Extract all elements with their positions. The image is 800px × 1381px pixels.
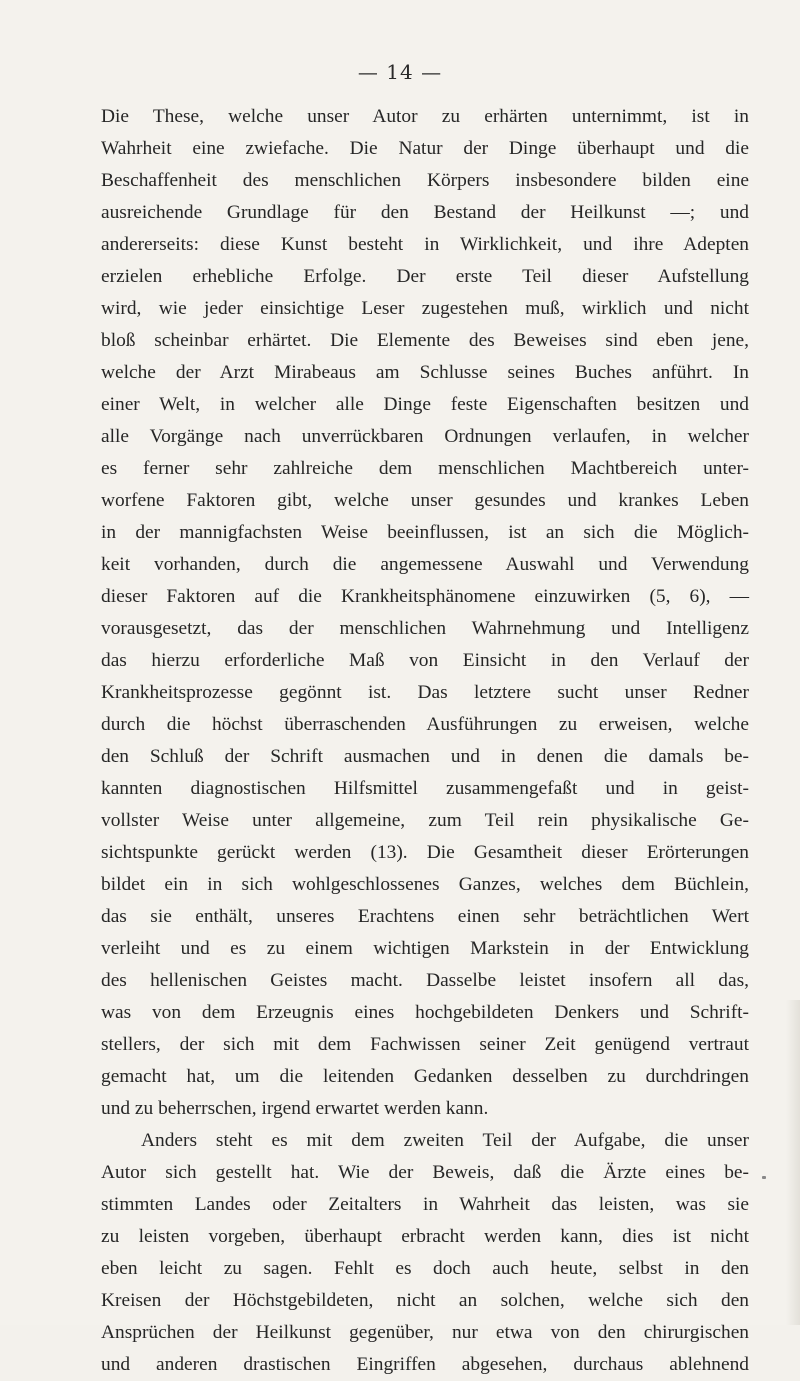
text-line: Wahrheit eine zwiefache. Die Natur der Dinge überhaupt und die	[101, 138, 749, 159]
text-line: wird, wie jeder einsichtige Leser zugestehen muß, wirklich und nicht	[101, 298, 749, 319]
text-line: was von dem Erzeugnis eines hochgebildeten Denkers und Schrift-	[101, 1002, 749, 1023]
text-line: vorausgesetzt, das der menschlichen Wahrnehmung und Intelligenz	[101, 618, 749, 639]
text-line: keit vorhanden, durch die angemessene Auswahl und Verwendung	[101, 554, 749, 575]
paragraph-1	[101, 101, 749, 1125]
text-line: und anderen drastischen Eingriffen abgesehen, durchaus ablehnend	[101, 1354, 749, 1375]
text-line: in der mannigfachsten Weise beeinflussen, ist an sich die Möglich-	[101, 522, 749, 543]
page-number: — 14 —	[357, 60, 443, 84]
text-line: den Schluß der Schrift ausmachen und in denen die damals be-	[101, 746, 749, 767]
text-line: des hellenischen Geistes macht. Dasselbe leistet insofern all das,	[101, 970, 749, 991]
text-line: durch die höchst überraschenden Ausführungen zu erweisen, welche	[101, 714, 749, 735]
text-line: eben leicht zu sagen. Fehlt es doch auch heute, selbst in den	[101, 1258, 749, 1279]
text-line: alle Vorgänge nach unverrückbaren Ordnungen verlaufen, in welcher	[101, 426, 749, 447]
text-line: einer Welt, in welcher alle Dinge feste Eigenschaften besitzen und	[101, 394, 749, 415]
text-line: verleiht und es zu einem wichtigen Markstein in der Entwicklung	[101, 938, 749, 959]
text-line: Kreisen der Höchstgebildeten, nicht an solchen, welche sich den	[101, 1290, 749, 1311]
text-line: dieser Faktoren auf die Krankheitsphänomene einzuwirken (5, 6), —	[101, 586, 749, 607]
text-line: stellers, der sich mit dem Fachwissen seiner Zeit genügend vertraut	[101, 1034, 749, 1055]
text-line: Krankheitsprozesse gegönnt ist. Das letztere sucht unser Redner	[101, 682, 749, 703]
text-line: bloß scheinbar erhärtet. Die Elemente des Beweises sind eben jene,	[101, 330, 749, 351]
paragraph-2	[101, 1125, 749, 1381]
text-line: Die These, welche unser Autor zu erhärten unternimmt, ist in	[101, 106, 749, 127]
text-line: sichtspunkte gerückt werden (13). Die Gesamtheit dieser Erörterungen	[101, 842, 749, 863]
body-text	[101, 101, 749, 1381]
text-line: Autor sich gestellt hat. Wie der Beweis, daß die Ärzte eines be-	[101, 1162, 749, 1183]
text-line: bildet ein in sich wohlgeschlossenes Ganzes, welches dem Büchlein,	[101, 874, 749, 895]
text-line: kannten diagnostischen Hilfsmittel zusammengefaßt und in geist-	[101, 778, 749, 799]
text-line: welche der Arzt Mirabeaus am Schlusse seines Buches anführt. In	[101, 362, 749, 383]
text-line: Anders steht es mit dem zweiten Teil der Aufgabe, die unser	[141, 1130, 749, 1151]
text-line: das sie enthält, unseres Erachtens einen sehr beträchtlichen Wert	[101, 906, 749, 927]
margin-mark	[762, 1176, 766, 1179]
text-line: das hierzu erforderliche Maß von Einsicht in den Verlauf der	[101, 650, 749, 671]
text-line: stimmten Landes oder Zeitalters in Wahrheit das leisten, was sie	[101, 1194, 749, 1215]
text-line: Beschaffenheit des menschlichen Körpers insbesondere bilden eine	[101, 170, 749, 191]
text-line: Ansprüchen der Heilkunst gegenüber, nur etwa von den chirurgischen	[101, 1322, 749, 1343]
text-line: es ferner sehr zahlreiche dem menschlichen Machtbereich unter-	[101, 458, 749, 479]
text-line: vollster Weise unter allgemeine, zum Teil rein physikalische Ge-	[101, 810, 749, 831]
text-line: zu leisten vorgeben, überhaupt erbracht werden kann, dies ist nicht	[101, 1226, 749, 1247]
text-line: erzielen erhebliche Erfolge. Der erste Teil dieser Aufstellung	[101, 266, 749, 287]
text-line: gemacht hat, um die leitenden Gedanken desselben zu durchdringen	[101, 1066, 749, 1087]
text-line: worfene Faktoren gibt, welche unser gesundes und krankes Leben	[101, 490, 749, 511]
text-line: andererseits: diese Kunst besteht in Wirklichkeit, und ihre Adepten	[101, 234, 749, 255]
text-line: und zu beherrschen, irgend erwartet werden kann.	[101, 1098, 489, 1119]
page-edge-shadow	[786, 1000, 800, 1325]
text-line: ausreichende Grundlage für den Bestand der Heilkunst —; und	[101, 202, 749, 223]
